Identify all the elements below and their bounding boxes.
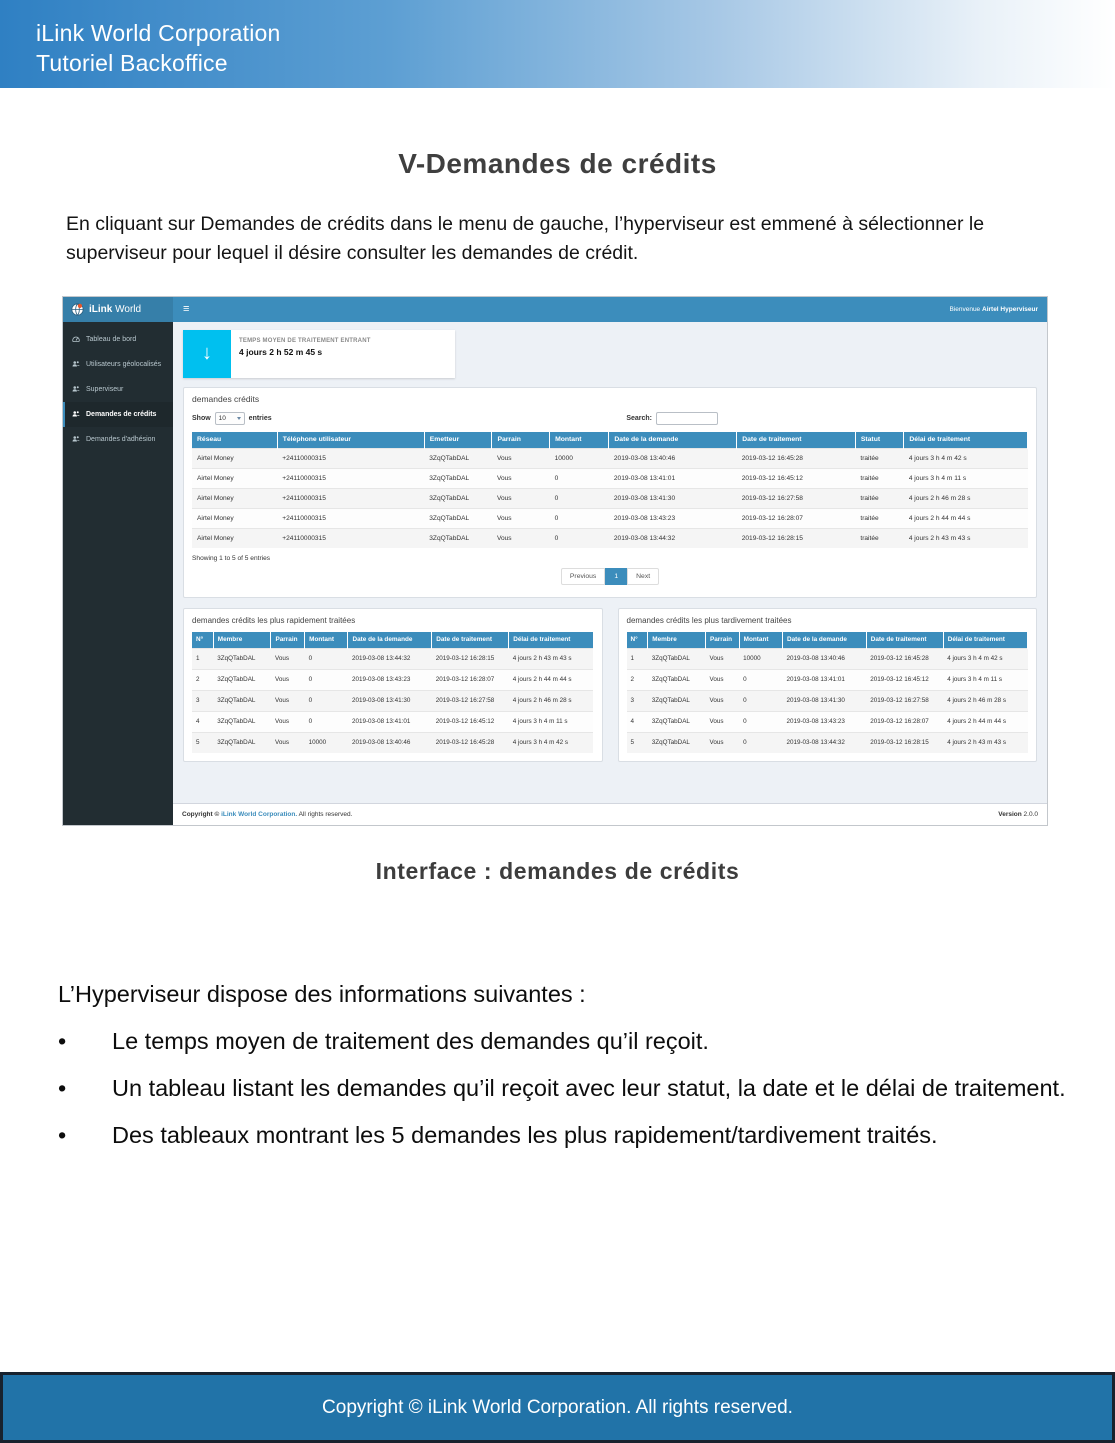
column-header[interactable]: Date de la demande xyxy=(609,432,737,449)
table-cell: 4 jours 3 h 4 m 11 s xyxy=(904,468,1028,488)
table-cell: 2019-03-08 13:41:01 xyxy=(782,669,866,690)
bottom-panels xyxy=(183,608,1037,762)
table-cell: 2019-03-12 16:45:28 xyxy=(866,648,943,669)
search-input[interactable] xyxy=(656,412,718,425)
table-cell: Vous xyxy=(492,488,550,508)
table-cell: 3ZqQTabDAL xyxy=(424,528,492,548)
column-header[interactable]: Téléphone utilisateur xyxy=(277,432,424,449)
table-cell: 2019-03-12 16:45:12 xyxy=(737,468,856,488)
brand-text xyxy=(89,304,141,315)
panel-title: demandes crédits les plus rapidement traitées xyxy=(192,615,356,625)
chevron-down-icon xyxy=(237,417,241,420)
column-header[interactable]: Délai de traitement xyxy=(943,632,1027,649)
table-cell: Airtel Money xyxy=(192,448,277,468)
rights-text: All rights reserved. xyxy=(297,810,353,818)
metric-value: 4 jours 2 h 52 m 45 s xyxy=(239,346,323,357)
table-cell: 3ZqQTabDAL xyxy=(213,669,271,690)
table-cell: 4 jours 3 h 4 m 42 s xyxy=(509,732,593,753)
bullet-icon: • xyxy=(58,1027,67,1054)
table-cell: 2019-03-12 16:45:28 xyxy=(432,732,509,753)
column-header[interactable]: N° xyxy=(627,632,648,649)
metric-box xyxy=(183,330,455,378)
table-row xyxy=(192,528,1028,548)
copyright-prefix: Copyright © xyxy=(182,810,222,818)
table-cell: 2019-03-08 13:41:30 xyxy=(782,690,866,711)
table-cell: 0 xyxy=(550,528,609,548)
table-row xyxy=(627,732,1028,753)
bullet-text: Un tableau listant les demandes qu’il reçoit avec leur statut, la date et le délai de traitement. xyxy=(112,1074,1066,1101)
down-arrow-icon: ↓ xyxy=(183,330,231,378)
column-header[interactable]: N° xyxy=(192,632,213,649)
pagination xyxy=(184,562,1036,597)
table-controls xyxy=(184,410,1036,432)
table-cell: Vous xyxy=(492,528,550,548)
page-title: V-Demandes de crédits xyxy=(398,148,717,179)
table-header-row xyxy=(627,632,1028,649)
app-body xyxy=(63,322,1047,825)
navbar-right xyxy=(173,297,1047,322)
sidebar-item-label: Superviseur xyxy=(86,385,124,393)
table-cell: 4 jours 2 h 46 m 28 s xyxy=(904,488,1028,508)
table-cell: 3ZqQTabDAL xyxy=(648,669,706,690)
table-cell: 0 xyxy=(305,669,348,690)
table-cell: 2019-03-12 16:28:15 xyxy=(432,648,509,669)
table-cell: 2019-03-12 16:45:12 xyxy=(432,711,509,732)
sidebar-item-demandes-de-credits[interactable] xyxy=(63,402,173,427)
table-cell: 3ZqQTabDAL xyxy=(648,711,706,732)
table-cell: traitée xyxy=(855,508,903,528)
welcome-prefix: Bienvenue xyxy=(949,305,981,313)
table-cell: Vous xyxy=(271,690,305,711)
users-icon xyxy=(72,410,80,418)
table-cell: +24110000315 xyxy=(277,528,424,548)
table-cell: 0 xyxy=(550,468,609,488)
table-cell: 2019-03-12 16:27:58 xyxy=(866,690,943,711)
table-cell: traitée xyxy=(855,488,903,508)
sidebar-item-demandes-adhesion[interactable] xyxy=(63,427,173,452)
table-cell: 2019-03-12 16:28:07 xyxy=(866,711,943,732)
table-cell: 3 xyxy=(627,690,648,711)
app-footer-version xyxy=(998,811,1038,818)
brand-bold: iLink xyxy=(89,303,113,315)
table-cell: 4 xyxy=(627,711,648,732)
column-header[interactable]: Date de la demande xyxy=(782,632,866,649)
list-item xyxy=(58,1075,1075,1102)
column-header[interactable]: Date de traitement xyxy=(432,632,509,649)
latest-table xyxy=(627,632,1029,753)
table-cell: 0 xyxy=(739,669,782,690)
page-1-button[interactable]: 1 xyxy=(605,568,627,585)
table-cell: 0 xyxy=(550,488,609,508)
table-row xyxy=(192,669,593,690)
table-row xyxy=(192,508,1028,528)
table-cell: 0 xyxy=(739,711,782,732)
panel-title: demandes crédits xyxy=(192,393,260,404)
table-cell: 4 jours 2 h 46 m 28 s xyxy=(943,690,1027,711)
table-cell: 2019-03-12 16:28:15 xyxy=(737,528,856,548)
table-cell: 3ZqQTabDAL xyxy=(424,448,492,468)
table-cell: 0 xyxy=(739,732,782,753)
column-header[interactable]: Membre xyxy=(213,632,271,649)
table-cell: 2019-03-12 16:28:15 xyxy=(866,732,943,753)
table-cell: 3ZqQTabDAL xyxy=(648,690,706,711)
table-row xyxy=(192,690,593,711)
table-cell: Vous xyxy=(271,648,305,669)
table-cell: 5 xyxy=(627,732,648,753)
globe-icon xyxy=(71,303,84,316)
column-header[interactable]: Montant xyxy=(739,632,782,649)
table-cell: Vous xyxy=(271,732,305,753)
table-cell: 0 xyxy=(305,648,348,669)
table-cell: 2019-03-08 13:40:46 xyxy=(609,448,737,468)
next-page-button[interactable]: Next xyxy=(627,568,659,585)
table-cell: 2019-03-08 13:40:46 xyxy=(782,648,866,669)
table-cell: 5 xyxy=(192,732,213,753)
table-cell: 4 jours 2 h 44 m 44 s xyxy=(509,669,593,690)
table-cell: 2019-03-08 13:44:32 xyxy=(782,732,866,753)
sidebar-item-utilisateurs-geolocalises[interactable] xyxy=(63,352,173,377)
table-cell: 4 jours 3 h 4 m 11 s xyxy=(943,669,1027,690)
table-cell: 2 xyxy=(627,669,648,690)
table-cell: Vous xyxy=(492,468,550,488)
table-cell: 3ZqQTabDAL xyxy=(213,711,271,732)
table-row xyxy=(627,669,1028,690)
column-header[interactable]: Parrain xyxy=(492,432,550,449)
app-screenshot xyxy=(62,296,1048,826)
latest-panel xyxy=(618,608,1038,762)
table-cell: Airtel Money xyxy=(192,468,277,488)
column-header[interactable]: Réseau xyxy=(192,432,277,449)
table-cell: traitée xyxy=(855,468,903,488)
table-cell: 2019-03-12 16:28:07 xyxy=(737,508,856,528)
table-row xyxy=(627,711,1028,732)
table-cell: traitée xyxy=(855,528,903,548)
table-cell: 4 jours 2 h 43 m 43 s xyxy=(943,732,1027,753)
company-link[interactable]: iLink World Corporation. xyxy=(221,810,298,818)
previous-page-button[interactable]: Previous xyxy=(561,568,605,585)
table-cell: Vous xyxy=(705,669,739,690)
column-header[interactable]: Montant xyxy=(550,432,609,449)
list-item xyxy=(58,1122,1075,1149)
table-row xyxy=(192,732,593,753)
users-icon xyxy=(72,435,80,443)
table-cell: 2019-03-08 13:41:01 xyxy=(348,711,432,732)
table-header-row xyxy=(192,432,1028,449)
table-cell: 2019-03-08 13:40:46 xyxy=(348,732,432,753)
table-cell: 4 jours 3 h 4 m 42 s xyxy=(943,648,1027,669)
column-header[interactable]: Date de traitement xyxy=(866,632,943,649)
table-cell: traitée xyxy=(855,448,903,468)
search-wrap xyxy=(626,412,718,425)
table-cell: 2019-03-08 13:44:32 xyxy=(348,648,432,669)
table-row xyxy=(192,488,1028,508)
table-cell: 4 jours 2 h 44 m 44 s xyxy=(943,711,1027,732)
table-header-row xyxy=(192,632,593,649)
table-cell: Vous xyxy=(492,448,550,468)
info-section xyxy=(58,981,1075,1149)
dashboard-icon xyxy=(72,335,80,343)
sidebar-item-label: Demandes d'adhésion xyxy=(86,435,156,443)
version-value: 2.0.0 xyxy=(1023,810,1038,818)
table-cell: 3ZqQTabDAL xyxy=(424,488,492,508)
panel-title: demandes crédits les plus tardivement traitées xyxy=(626,615,792,625)
table-cell: 3ZqQTabDAL xyxy=(424,508,492,528)
table-row xyxy=(192,448,1028,468)
banner-line2: Tutoriel Backoffice xyxy=(36,50,228,76)
table-cell: 2019-03-08 13:41:01 xyxy=(609,468,737,488)
sidebar-item-label: Utilisateurs géolocalisés xyxy=(86,360,162,368)
table-cell: Vous xyxy=(705,648,739,669)
table-row xyxy=(192,711,593,732)
table-cell: 4 jours 2 h 43 m 43 s xyxy=(509,648,593,669)
column-header[interactable]: Date de traitement xyxy=(737,432,856,449)
table-cell: 4 jours 2 h 46 m 28 s xyxy=(509,690,593,711)
table-cell: 10000 xyxy=(305,732,348,753)
table-cell: Airtel Money xyxy=(192,488,277,508)
table-cell: 0 xyxy=(305,711,348,732)
app-logo[interactable] xyxy=(63,297,173,322)
table-cell: 2019-03-12 16:27:58 xyxy=(432,690,509,711)
table-cell: 3ZqQTabDAL xyxy=(213,732,271,753)
banner-line1: iLink World Corporation xyxy=(36,20,281,46)
table-cell: Vous xyxy=(705,690,739,711)
table-row xyxy=(192,648,593,669)
column-header[interactable]: Date de la demande xyxy=(348,632,432,649)
table-cell: Airtel Money xyxy=(192,528,277,548)
sidebar-item-label: Demandes de crédits xyxy=(86,410,157,418)
demandes-credits-panel xyxy=(183,387,1037,598)
table-cell: 2019-03-08 13:43:23 xyxy=(782,711,866,732)
table-cell: Vous xyxy=(705,711,739,732)
users-icon xyxy=(72,360,80,368)
column-header[interactable]: Membre xyxy=(648,632,706,649)
app-main-column xyxy=(173,322,1047,825)
sidebar-item-tableau-de-bord[interactable] xyxy=(63,327,173,352)
sidebar-item-superviseur[interactable] xyxy=(63,377,173,402)
bullet-icon: • xyxy=(58,1074,67,1101)
fastest-panel xyxy=(183,608,603,762)
table-cell: 2019-03-08 13:41:30 xyxy=(609,488,737,508)
table-cell: 4 jours 2 h 43 m 43 s xyxy=(904,528,1028,548)
column-header[interactable]: Emetteur xyxy=(424,432,492,449)
table-cell: 10000 xyxy=(550,448,609,468)
table-cell: +24110000315 xyxy=(277,488,424,508)
demandes-credits-table xyxy=(192,432,1028,548)
table-cell: 2019-03-08 13:44:32 xyxy=(609,528,737,548)
table-cell: 3ZqQTabDAL xyxy=(213,690,271,711)
bullet-text: Des tableaux montrant les 5 demandes les plus rapidement/tardivement traités. xyxy=(112,1121,938,1148)
table-cell: Vous xyxy=(492,508,550,528)
table-cell: 2019-03-08 13:43:23 xyxy=(348,669,432,690)
sidebar-item-label: Tableau de bord xyxy=(86,335,137,343)
app-content xyxy=(173,322,1047,803)
column-header[interactable]: Statut xyxy=(855,432,903,449)
brand-regular: World xyxy=(115,303,142,315)
table-cell: 4 jours 3 h 4 m 11 s xyxy=(509,711,593,732)
table-cell: 2019-03-08 13:43:23 xyxy=(609,508,737,528)
bullet-icon: • xyxy=(58,1121,67,1148)
table-cell: 2019-03-12 16:45:12 xyxy=(866,669,943,690)
intro-paragraph: En cliquant sur Demandes de crédits dans le menu de gauche, l’hyperviseur est emmené à sélectionner le superviseur pour lequel il désire consulter les demandes de crédit. xyxy=(66,213,985,265)
version-label: Version xyxy=(998,810,1022,818)
metric-text xyxy=(231,330,371,378)
table-row xyxy=(192,468,1028,488)
table-row xyxy=(627,648,1028,669)
table-cell: 2019-03-12 16:45:28 xyxy=(737,448,856,468)
app-navbar xyxy=(63,297,1047,322)
entries-summary: Showing 1 to 5 of 5 entries xyxy=(192,554,271,562)
table-cell: Vous xyxy=(705,732,739,753)
column-header[interactable]: Délai de traitement xyxy=(904,432,1028,449)
table-cell: 0 xyxy=(739,690,782,711)
table-cell: 3ZqQTabDAL xyxy=(648,648,706,669)
table-cell: Vous xyxy=(271,669,305,690)
table-cell: +24110000315 xyxy=(277,468,424,488)
column-header[interactable]: Parrain xyxy=(705,632,739,649)
table-cell: Airtel Money xyxy=(192,508,277,528)
welcome-user: Airtel Hyperviseur xyxy=(982,305,1038,313)
show-label: Show xyxy=(192,414,211,422)
fastest-table xyxy=(192,632,594,753)
list-item xyxy=(58,1028,1075,1055)
table-cell: 4 jours 3 h 4 m 42 s xyxy=(904,448,1028,468)
table-cell: 3 xyxy=(192,690,213,711)
table-cell: 2019-03-12 16:27:58 xyxy=(737,488,856,508)
info-heading: L’Hyperviseur dispose des informations suivantes : xyxy=(58,980,586,1007)
table-cell: 3ZqQTabDAL xyxy=(648,732,706,753)
table-cell: 2019-03-08 13:41:30 xyxy=(348,690,432,711)
table-cell: +24110000315 xyxy=(277,448,424,468)
app-sidebar xyxy=(63,322,173,825)
column-header[interactable]: Délai de traitement xyxy=(509,632,593,649)
table-cell: 10000 xyxy=(739,648,782,669)
table-cell: Vous xyxy=(271,711,305,732)
table-cell: 3ZqQTabDAL xyxy=(213,648,271,669)
document-footer: Copyright © iLink World Corporation. All rights reserved. xyxy=(0,1372,1115,1443)
entries-select[interactable] xyxy=(215,412,245,425)
table-row xyxy=(627,690,1028,711)
table-cell: 2 xyxy=(192,669,213,690)
users-icon xyxy=(72,385,80,393)
bullet-text: Le temps moyen de traitement des demandes qu’il reçoit. xyxy=(112,1027,709,1054)
column-header[interactable]: Parrain xyxy=(271,632,305,649)
table-cell: 1 xyxy=(627,648,648,669)
table-cell: 1 xyxy=(192,648,213,669)
entries-select-value: 10 xyxy=(218,414,226,422)
app-footer xyxy=(173,803,1047,825)
column-header[interactable]: Montant xyxy=(305,632,348,649)
menu-toggle-icon[interactable]: ≡ xyxy=(183,303,190,315)
welcome-text xyxy=(949,306,1038,313)
metric-label: TEMPS MOYEN DE TRAITEMENT ENTRANT xyxy=(239,337,371,344)
document-banner xyxy=(0,0,1115,88)
table-cell: 4 xyxy=(192,711,213,732)
table-cell: 4 jours 2 h 44 m 44 s xyxy=(904,508,1028,528)
screenshot-caption: Interface : demandes de crédits xyxy=(375,857,740,884)
entries-label: entries xyxy=(248,414,272,422)
table-cell: 3ZqQTabDAL xyxy=(424,468,492,488)
table-cell: +24110000315 xyxy=(277,508,424,528)
table-cell: 0 xyxy=(305,690,348,711)
table-cell: 0 xyxy=(550,508,609,528)
table-cell: 2019-03-12 16:28:07 xyxy=(432,669,509,690)
app-footer-copyright xyxy=(182,811,352,818)
search-label: Search: xyxy=(626,414,652,422)
